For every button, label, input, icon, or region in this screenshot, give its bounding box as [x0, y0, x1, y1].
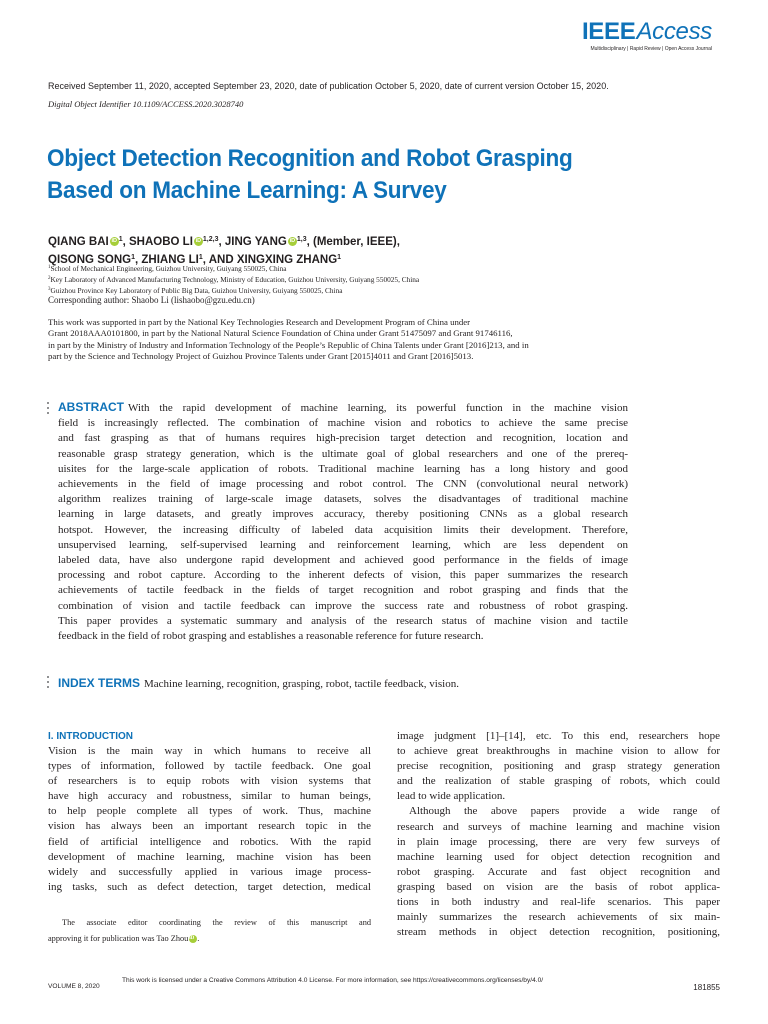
body-line: widely and successfully applied in various image process-	[48, 865, 371, 878]
author-affil-sup: 1	[198, 254, 203, 261]
body-line: of researchers is to equip robots with vision systems that	[48, 775, 371, 788]
body-line: vision has always been an important research topic in the	[48, 820, 371, 833]
abstract-line: field is increasingly reflected. The combination of machine vision and robotics to achieve the same precise	[58, 417, 628, 430]
funding-line: This work was supported in part by the National Key Technologies Research and Development Program of China under	[48, 317, 471, 327]
abstract-line	[58, 400, 628, 416]
body-line: grasping based on vision are the basis of robot applica-	[397, 880, 720, 893]
logo-access: Access	[636, 18, 712, 45]
received-dates: Received September 11, 2020, accepted September 23, 2020, date of publication October 5, 2020, date of current version October 15, 2020.	[48, 81, 609, 91]
body-line: mainly summarizes the research achievements of six main-	[397, 911, 720, 924]
orcid-icon[interactable]: iD	[111, 238, 117, 244]
abstract-line: processing and robot capture. According to the inherent defects of vision, this paper summarizes the research	[58, 569, 628, 582]
title-line-2: Based on Machine Learning: A Survey	[47, 177, 447, 204]
affiliation-item	[48, 263, 698, 274]
body-line: to help people complete all types of work. Thus, machine	[48, 805, 371, 818]
author-name: ZHIANG LI	[141, 254, 199, 266]
body-line: machine learning used for object detection recognition and	[397, 850, 720, 863]
body-line: in plain image processing, there are very few surveys of	[397, 835, 720, 848]
doi-line: Digital Object Identifier 10.1109/ACCESS.2020.3028740	[48, 99, 244, 109]
abstract-line: labeled data, have also undergone rapid development and achieved good performance in the fields of image	[58, 554, 628, 567]
body-line: research and surveys of machine learning and machine vision	[397, 820, 720, 833]
body-line: robot grasping. Accurate and fast object recognition and	[397, 865, 720, 878]
editor-footnote	[48, 915, 371, 947]
body-line: types of information, followed by tactile feedback. One goal	[48, 760, 371, 773]
affiliation-text: School of Mechanical Engineering, Guizhou University, Guiyang 550025, China	[50, 264, 287, 273]
author-affil-sup: 1	[118, 236, 123, 243]
body-line: have high accuracy and robustness, similar to human beings,	[48, 790, 371, 803]
logo-tagline: Multidisciplinary | Rapid Review | Open Access Journal	[590, 46, 712, 52]
index-terms	[58, 676, 678, 692]
body-column-left	[48, 730, 371, 895]
footnote-line-text: approving it for publication was Tao Zhou	[48, 934, 189, 943]
journal-logo	[582, 20, 712, 52]
author-line-1: QIANG BAI iD $^1$, SHAOBO LI iD $^{1,2,3}$, JING YANG iD $^{1,3}$, (Member, IEEE),	[48, 236, 400, 248]
author-name: QIANG BAI	[48, 236, 109, 248]
body-column-right	[397, 729, 720, 940]
logo-wordmark	[582, 20, 712, 44]
body-line: Although the above papers provide a wide range of	[409, 805, 720, 818]
author-affil-sup: 1	[337, 254, 342, 261]
abstract-line: algorithm realizes training of large-scale image datasets, solves the disadvantages of traditional machine	[58, 493, 628, 506]
funding-statement	[48, 317, 648, 363]
author-name: SHAOBO LI	[129, 236, 193, 248]
funding-line: in part by the Ministry of Industry and Information Technology of the People’s Republic of China Talents under Grant [2016]213, and in	[48, 339, 529, 350]
affiliation-text: Guizhou Province Key Laboratory of Public Big Data, Guizhou University, Guiyang 550025, China	[50, 286, 343, 296]
affiliation-item	[48, 274, 698, 285]
abstract-line: achievements of tactile feedback in the fields of target recognition and robot grasping and finds that the	[58, 584, 628, 597]
index-terms-marker-icon	[47, 676, 51, 691]
author-name: AND XINGXING ZHANG	[208, 254, 338, 266]
body-line: ing tasks, such as defect detection, target detection, medical	[48, 880, 371, 893]
abstract-line: reasonable grasp strategy generation, which is the ultimate goal of global researchers and one of the prereq-	[58, 447, 628, 460]
abstract-line-text: With the rapid development of machine learning, its powerful function in the machine vision	[128, 402, 628, 414]
paper-title	[47, 143, 636, 207]
orcid-icon[interactable]: iD	[195, 238, 202, 244]
abstract-line: combination of vision and tactile feedback can improve the success rate and robustness of robot grasping.	[58, 599, 628, 612]
index-terms-text: Machine learning, recognition, grasping, robot, tactile feedback, vision.	[144, 678, 459, 690]
affiliation-number: 2	[48, 276, 51, 282]
index-terms-label: INDEX TERMS	[58, 676, 141, 690]
title-line-1: Object Detection Recognition and Robot Grasping	[47, 145, 573, 172]
orcid-icon[interactable]: iD	[189, 935, 197, 943]
author-affil-sup: 1,3	[296, 236, 307, 243]
body-line: stream methods in object detection recognition, positioning,	[397, 926, 720, 939]
affiliation-number: 3	[48, 287, 51, 293]
footer-volume: VOLUME 8, 2020	[48, 983, 100, 990]
body-line: field of artificial intelligence and robotics. With the rapid	[48, 835, 371, 848]
author-affil-sup: 1	[131, 254, 135, 261]
abstract-marker-icon	[47, 402, 51, 417]
affiliation-text: Key Laboratory of Advanced Manufacturing Technology, Ministry of Education, Guizhou University, Guiyang 550025, China	[50, 275, 420, 285]
footnote-line: The associate editor coordinating the review of this manuscript and	[62, 918, 371, 927]
author-membership: , (Member, IEEE),	[306, 236, 400, 248]
abstract-line: achievements in the field of image processing and robot control. The CNN (convolutional neural network)	[58, 478, 628, 491]
footer-page-number: 181855	[693, 983, 720, 992]
author-line-2: QISONG SONG$^1$, ZHIANG $LI^1$, AND XINGXING ZHANG$^1$	[48, 254, 342, 266]
abstract-line: unsupervised learning, self-supervised learning and reinforcement learning, which are less dependent on	[58, 538, 628, 551]
abstract-line: feedback in the field of robot grasping and establishes a reasonable reference for future research.	[58, 630, 484, 643]
body-line: image judgment [1]–[14], etc. To this end, researchers hope	[397, 730, 720, 742]
orcid-icon[interactable]: iD	[289, 238, 296, 244]
corresponding-author: Corresponding author: Shaobo Li (lishaobo@gzu.edu.cn)	[48, 295, 255, 305]
abstract-label: ABSTRACT	[58, 400, 124, 414]
logo-ieee: IEEE	[581, 18, 636, 45]
body-line: precise recognition, positioning and grasp strategy generation	[397, 760, 720, 773]
body-line: development of machine learning, machine vision has been	[48, 850, 371, 863]
abstract	[58, 400, 628, 644]
abstract-line: This paper provides a systematic summary and analysis of the research status of machine vision and tactile	[58, 614, 628, 627]
body-line: to achieve great breakthroughs in machine vision to allow for	[397, 745, 720, 758]
affiliations	[48, 263, 698, 297]
section-heading-introduction: I. INTRODUCTION	[48, 731, 133, 742]
affiliation-number: 1	[48, 265, 51, 270]
author-affil-sup: 1,2,3	[202, 236, 219, 243]
abstract-line: uisites for the large-scale application of robots. Traditional machine learning has a long history and good	[58, 462, 628, 475]
funding-line: Grant 2018AAA0101800, in part by the National Natural Science Foundation of China under Grant 51475097 and Grant 91746116,	[48, 328, 513, 339]
body-line: tions in both industry and real-life scenarios. This paper	[397, 896, 720, 909]
funding-line: part by the Science and Technology Project of Guizhou Province Talents under Grant [2015]4011 and Grant [2016]5013.	[48, 351, 474, 362]
footnote-line-end: .	[197, 934, 200, 943]
author-name: QISONG SONG	[48, 254, 132, 266]
body-line: and the realization of stable grasping of robots, which could	[397, 775, 720, 788]
footer-license-link[interactable]: This work is licensed under a Creative Commons Attribution 4.0 License. For more information, see https://creativecommons.org/licenses/by/4.0/	[122, 977, 544, 984]
body-line: lead to wide application.	[397, 790, 506, 803]
abstract-line: and fast grasping as that of humans requires high-precision target detection and recognition, location and	[58, 432, 628, 445]
abstract-line: learning in large datasets, and greatly improves accuracy, thereby positioning CNNs as a global research	[58, 508, 628, 521]
abstract-line: hotspot. However, the increasing difficulty of labeled data acquisition limits their development. Therefore,	[58, 523, 628, 536]
body-line: Vision is the main way in which humans to receive all	[48, 745, 371, 757]
author-name: JING YANG	[224, 236, 287, 248]
footnote-line	[48, 931, 371, 947]
